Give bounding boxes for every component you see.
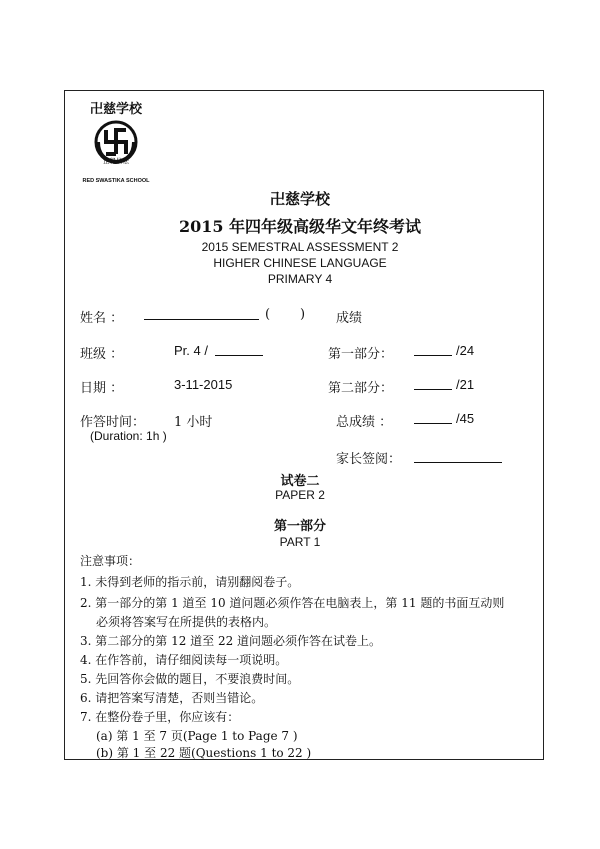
instruction-item: (a) 第 1 至 7 页(Page 1 to Page 7 ) — [96, 729, 298, 743]
logo-school-name: RED SWASTIKA SCHOOL — [82, 178, 150, 184]
logo-top-text: 卍慈学校 — [89, 102, 142, 117]
part2-score-line[interactable] — [414, 389, 452, 390]
class-input-line[interactable] — [215, 355, 263, 356]
instruction-item: 2. 第一部分的第 1 道至 10 道问题必须作答在电脑表上，第 11 题的书面互动则 — [80, 596, 505, 610]
date-value: 3-11-2015 — [174, 377, 233, 392]
part2-total: /21 — [456, 377, 475, 392]
parent-signature-label: 家长签阅： — [336, 452, 402, 467]
exam-title-en-2: HIGHER CHINESE LANGUAGE — [213, 256, 387, 270]
class-value: Pr. 4 / — [174, 343, 208, 358]
instructions-heading: 注意事项： — [80, 554, 141, 568]
name-label: 姓名 ： — [80, 311, 124, 326]
part2-label: 第二部分： — [328, 381, 394, 396]
part1-score-line[interactable] — [414, 355, 452, 356]
instruction-item: (b) 第 1 至 22 题(Questions 1 to 22 ) — [96, 746, 312, 760]
instruction-item: 5. 先回答你会做的题目，不要浪费时间。 — [80, 672, 300, 686]
bracket-close: ) — [300, 307, 306, 322]
part1-label: 第一部分： — [328, 347, 394, 362]
date-label: 日期 ： — [80, 381, 124, 396]
time-value: 1 小时 — [174, 415, 213, 430]
total-label: 总成绩 ： — [336, 415, 393, 430]
bracket-open: ( — [265, 307, 271, 322]
time-label: 作答时间： — [80, 415, 146, 430]
paper-cn: 试卷二 — [280, 474, 320, 489]
instruction-item: 必须将答案写在所提供的表格内。 — [96, 615, 277, 629]
logo-motto: 正覺信祛 — [103, 157, 129, 165]
exam-title-cn: 2015 年四年级高级华文年终考试 — [178, 217, 422, 236]
instruction-item: 1. 未得到老师的指示前，请别翻阅卷子。 — [80, 575, 300, 589]
instruction-item: 7. 在整份卷子里，你应该有： — [80, 710, 240, 724]
school-name-cn: 卍慈学校 — [269, 190, 330, 208]
instruction-item: 4. 在作答前，请仔细阅读每一项说明。 — [80, 653, 288, 667]
exam-title-en-3: PRIMARY 4 — [267, 272, 333, 286]
duration-en: (Duration: 1h ) — [90, 429, 167, 443]
part-en: PART 1 — [279, 535, 321, 549]
part-cn: 第一部分 — [273, 519, 326, 534]
instruction-item: 6. 请把答案写清楚，否则当错论。 — [80, 691, 264, 705]
class-label: 班级 ： — [80, 347, 124, 362]
total-score-line[interactable] — [414, 423, 452, 424]
exam-title-en-1: 2015 SEMESTRAL ASSESSMENT 2 — [201, 240, 399, 254]
parent-signature-line[interactable] — [414, 462, 502, 463]
part1-total: /24 — [456, 343, 475, 358]
school-logo — [80, 98, 152, 188]
name-input-line[interactable] — [144, 319, 259, 320]
instruction-item: 3. 第二部分的第 12 道至 22 道问题必须作答在试卷上。 — [80, 634, 382, 648]
paper-en: PAPER 2 — [275, 488, 325, 502]
score-label: 成绩 — [336, 311, 363, 326]
total-total: /45 — [456, 411, 475, 426]
